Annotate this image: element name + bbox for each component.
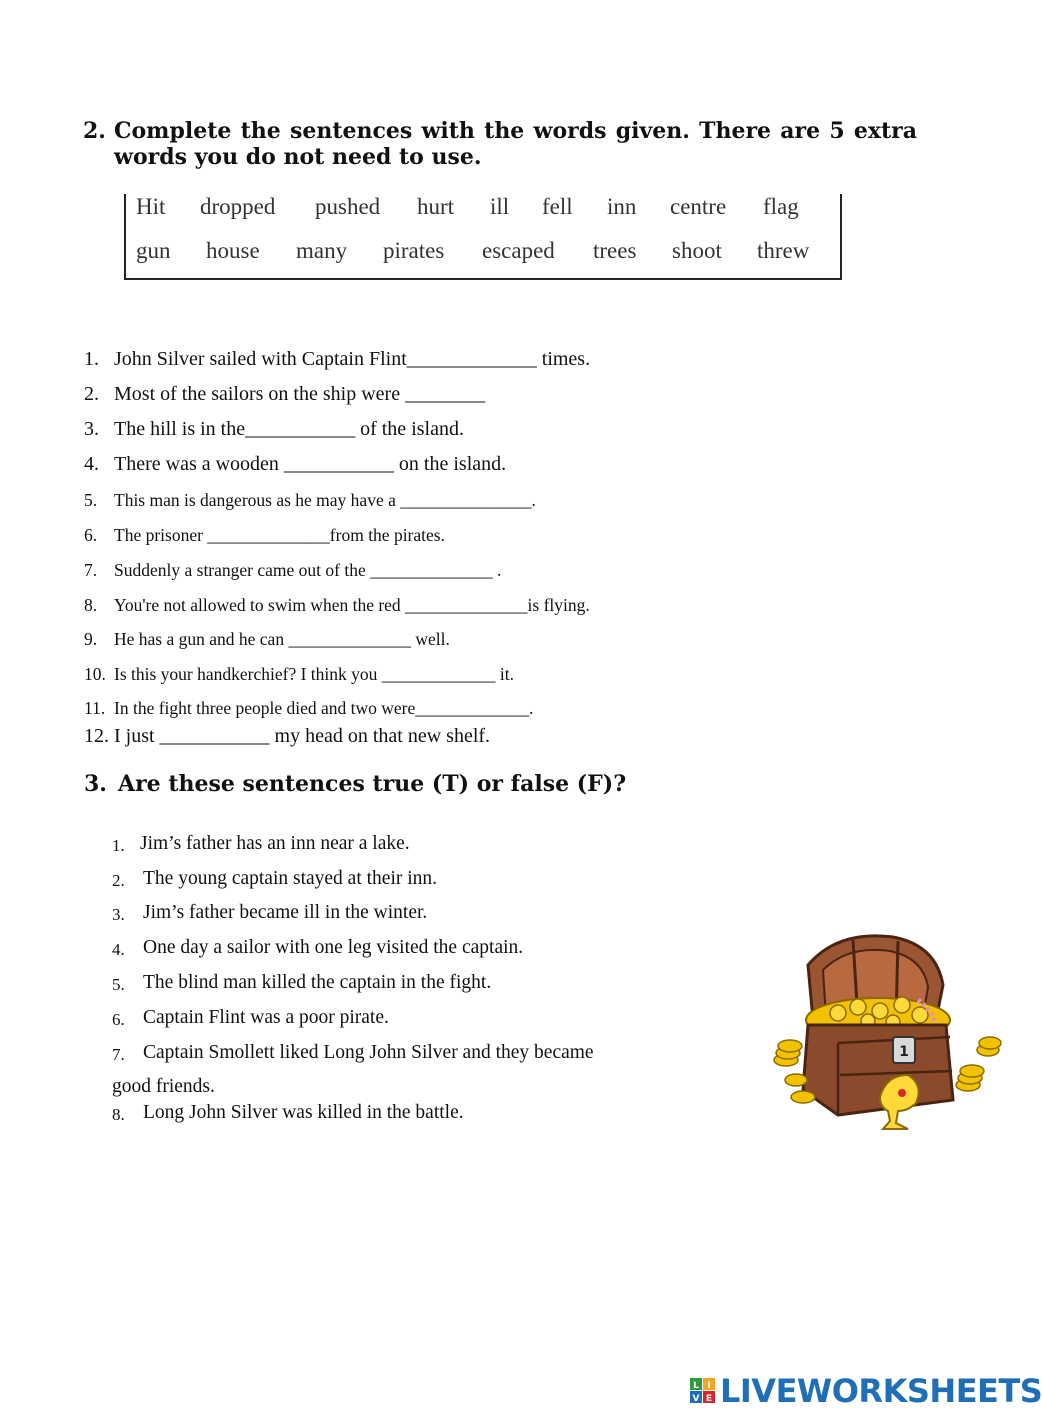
word-hurt: hurt (417, 194, 455, 219)
sentence-number: 4. (84, 453, 99, 475)
sentence-6: The prisoner ______________from the pirates. (114, 525, 445, 545)
live-badge-icon (690, 1378, 716, 1404)
tf-statement-3: Jim’s father became ill in the winter. (143, 902, 428, 923)
sentence-number: 8. (84, 595, 98, 615)
badge-letter: V (692, 1394, 700, 1404)
section-3-title: Are these sentences true (T) or false (F)? (118, 771, 627, 797)
tf-number: 4. (112, 940, 125, 959)
sentence-number: 7. (84, 560, 98, 580)
tf-statement-5: The blind man killed the captain in the fight. (143, 972, 492, 993)
badge-letter: L (693, 1381, 699, 1391)
tf-number: 6. (112, 1010, 125, 1029)
word-hit: Hit (136, 194, 166, 219)
sentence-number: 3. (84, 418, 99, 440)
tf-statement-4: One day a sailor with one leg visited the captain. (143, 937, 524, 958)
tf-number: 2. (112, 871, 125, 890)
word-pirates: pirates (383, 238, 445, 263)
sentence-11: In the fight three people died and two were_____________. (114, 698, 534, 718)
sentence-number: 10. (84, 664, 106, 684)
sentence-number: 12. (84, 725, 109, 747)
tf-statement-7: Captain Smollett liked Long John Silver and they became (143, 1042, 594, 1063)
sentence-9: He has a gun and he can ______________ well. (114, 629, 450, 649)
sentence-number: 1. (84, 348, 99, 370)
sentence-3: The hill is in the___________ of the island. (114, 418, 464, 440)
sentence-number: 9. (84, 629, 98, 649)
sentence-2: Most of the sailors on the ship were ________ (114, 383, 486, 405)
sentence-number: 11. (84, 698, 106, 718)
tf-statement-6: Captain Flint was a poor pirate. (143, 1007, 389, 1028)
tf-statement-1: Jim’s father has an inn near a lake. (140, 833, 410, 854)
chest-lock-label: 1 (899, 1044, 909, 1060)
sentence-4: There was a wooden ___________ on the island. (114, 453, 507, 475)
word-threw: threw (757, 238, 810, 263)
tf-statement-8: Long John Silver was killed in the battle. (143, 1102, 464, 1123)
section-2-heading: Complete the sentences with the words given. There are 5 extra words you do not need to use. (114, 118, 917, 170)
tf-number: 1. (112, 836, 125, 855)
tf-number: 7. (112, 1045, 125, 1064)
logo-text: LIVEWORKSHEETS (720, 1372, 1042, 1410)
word-pushed: pushed (315, 194, 381, 219)
tf-statement-7-continuation: good friends. (112, 1076, 215, 1097)
word-gun: gun (136, 238, 171, 263)
word-many: many (296, 238, 348, 263)
sentence-number: 2. (84, 383, 99, 405)
tf-number: 5. (112, 975, 125, 994)
sentence-5: This man is dangerous as he may have a _______________. (114, 490, 536, 510)
word-house: house (206, 238, 260, 263)
sentence-number: 6. (84, 525, 98, 545)
liveworksheets-logo (690, 1373, 1042, 1409)
word-ill: ill (490, 194, 510, 219)
sentence-number: 5. (84, 490, 98, 510)
section-3-number: 3. (84, 771, 107, 797)
word-flag: flag (763, 194, 799, 219)
sentence-7: Suddenly a stranger came out of the ______________ . (114, 560, 502, 580)
word-dropped: dropped (200, 194, 276, 219)
word-escaped: escaped (482, 238, 555, 263)
section-2-number: 2. (83, 118, 106, 144)
word-inn: inn (607, 194, 637, 219)
sentence-12: I just ___________ my head on that new shelf. (114, 725, 491, 747)
tf-statement-2: The young captain stayed at their inn. (143, 868, 438, 889)
tf-number: 8. (112, 1105, 125, 1124)
treasure-chest-illustration (768, 925, 1008, 1135)
badge-letter: E (705, 1394, 713, 1404)
tf-number: 3. (112, 905, 125, 924)
word-trees: trees (593, 238, 637, 263)
word-shoot: shoot (672, 238, 722, 263)
word-centre: centre (670, 194, 727, 219)
sentence-10: Is this your handkerchief? I think you _____________ it. (114, 664, 515, 684)
badge-letter: I (707, 1381, 711, 1391)
word-fell: fell (542, 194, 573, 219)
sentence-1: John Silver sailed with Captain Flint_____________ times. (114, 348, 591, 370)
word-box (124, 194, 842, 280)
sentence-8: You're not allowed to swim when the red ______________is flying. (114, 595, 590, 615)
